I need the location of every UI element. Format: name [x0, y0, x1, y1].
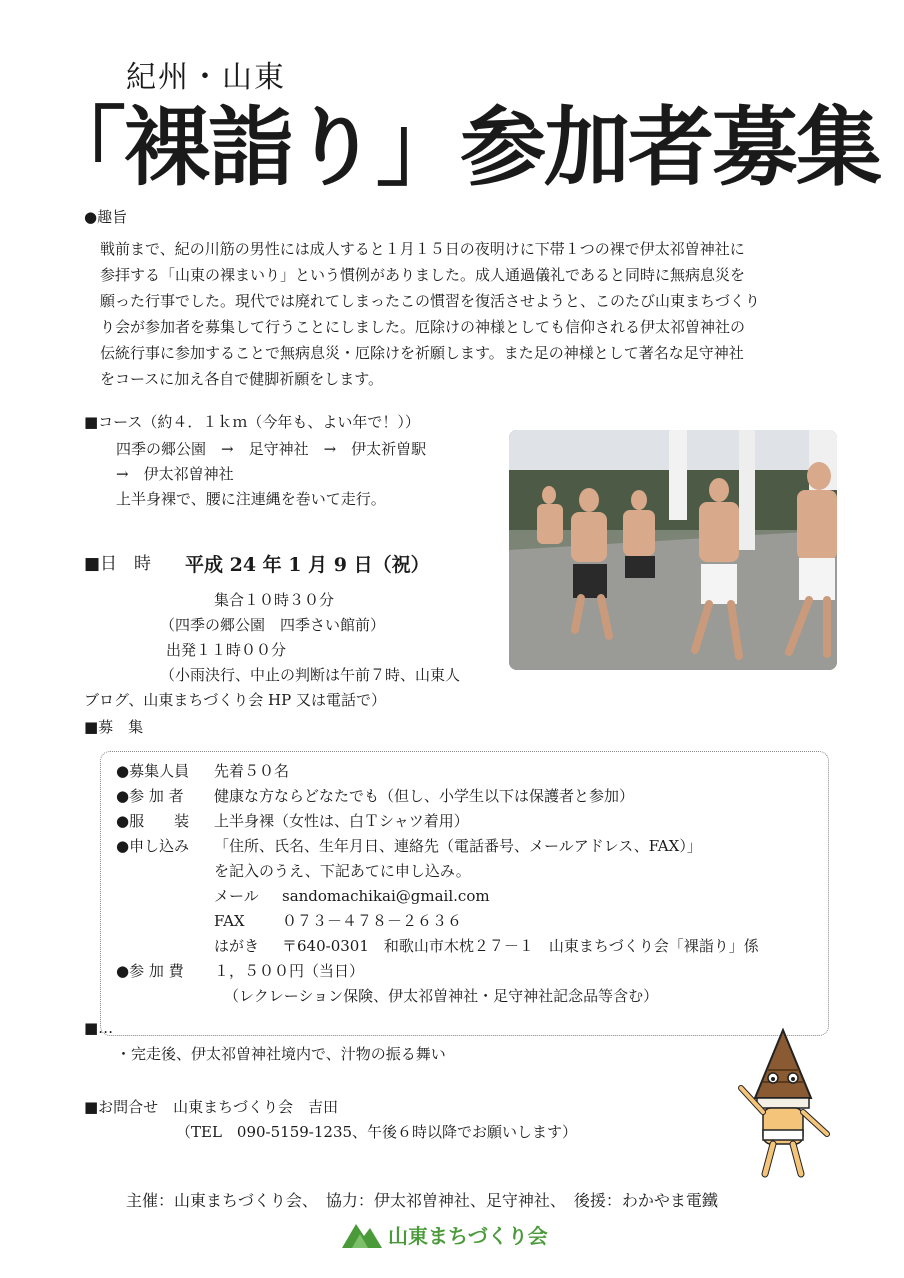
participants-value: 健康な方ならどなたでも（但し、小学生以下は保護者と参加）: [214, 787, 635, 805]
assemble-time: 集合１０時３０分: [214, 591, 335, 609]
purpose-line: り会が参加者を募集して行うことにしました。厄除けの神様としても信仰される伊太祁曽神社の: [100, 318, 746, 336]
purpose-line: 戦前まで、紀の川筋の男性には成人すると１月１５日の夜明けに下帯１つの裸で伊太祁曽神社に: [100, 240, 745, 258]
purpose-line: をコースに加え各自で健脚祈願をします。: [100, 370, 384, 388]
apply-value: 「住所、氏名、生年月日、連絡先（電話番号、メールアドレス、FAX）」: [214, 837, 702, 855]
capacity-value: 先着５０名: [214, 762, 290, 780]
fax-number: ０７３－４７８－２６３６: [282, 912, 463, 930]
contact-tel: （TEL 090-5159-1235、午後６時以降でお願いします）: [176, 1123, 578, 1141]
fax-label: FAX: [214, 912, 245, 930]
postcard-address: 〒640-0301 和歌山市木枕２７－１ 山東まちづくり会「裸詣り」係: [282, 937, 759, 955]
depart-time: 出発１１時００分: [166, 641, 287, 659]
apply-instruction: を記入のうえ、下記あてに申し込み。: [214, 862, 471, 880]
footer-credits: 主催：山東まちづくり会、 協力：伊太祁曽神社、足守神社、 後援：わかやま電鐵: [126, 1191, 718, 1210]
participants-label: ●参 加 者: [116, 787, 184, 805]
mail-label: メール: [214, 887, 259, 905]
other-item: ・完走後、伊太祁曽神社境内で、汁物の振る舞い: [116, 1045, 446, 1063]
runners-photo: [509, 430, 837, 670]
fee-value: １，５００円（当日）: [214, 962, 365, 980]
contact-heading: ■お問合せ 山東まちづくり会 吉田: [84, 1098, 339, 1116]
page-title: 「裸詣り」参加者募集: [40, 98, 880, 198]
attire-label: ●服 装: [116, 812, 190, 830]
datetime-label: ■日 時: [84, 554, 152, 574]
course-heading: ■コース（約４．１ｋｍ（今年も、よい年で！））: [84, 413, 420, 431]
purpose-paragraph: [100, 236, 840, 392]
assemble-place: （四季の郷公園 四季さい館前）: [160, 616, 386, 634]
fee-label: ●参 加 費: [116, 962, 184, 980]
mascot-illustration: [733, 1028, 833, 1182]
other-heading: ■…: [84, 1019, 114, 1037]
purpose-line: 伝統行事に参加することで無病息災・厄除けを祈願します。また足の神様として著名な足守神社: [100, 344, 744, 362]
recruit-heading: ■募 集: [84, 718, 144, 736]
purpose-heading: ●趣旨: [84, 208, 128, 226]
attire-value: 上半身裸（女性は、白Ｔシャツ着用）: [214, 812, 469, 830]
event-date: 平成 24 年 1 月 9 日（祝）: [185, 554, 430, 576]
purpose-line: 参拝する「山東の裸まいり」という慣例がありました。成人通過儀礼であると同時に無病息災を: [100, 266, 746, 284]
mail-address[interactable]: sandomachikai@gmail.com: [282, 887, 490, 905]
capacity-label: ●募集人員: [116, 762, 190, 780]
course-route-1: 四季の郷公園 → 足守神社 → 伊太祈曽駅: [116, 440, 427, 458]
rain-note-1: （小雨決行、中止の判断は午前７時、山東人: [160, 666, 461, 684]
logo-text: 山東まちづくり会: [388, 1223, 548, 1248]
apply-label: ●申し込み: [116, 837, 190, 855]
organization-logo: [342, 1218, 548, 1250]
course-route-2: → 伊太祁曽神社: [116, 465, 234, 483]
course-note: 上半身裸で、腰に注連縄を巻いて走行。: [116, 490, 386, 508]
mountain-logo-icon: [342, 1218, 382, 1250]
subtitle: 紀州・山東: [126, 60, 286, 95]
fee-note: （レクレーション保険、伊太祁曽神社・足守神社記念品等含む）: [224, 987, 659, 1005]
purpose-line: 願った行事でした。現代では廃れてしまったこの慣習を復活させようと、このたび山東まちづくり: [100, 292, 760, 310]
rain-note-2: ブログ、山東まちづくり会 HP 又は電話で）: [84, 691, 386, 709]
postcard-label: はがき: [214, 937, 260, 955]
